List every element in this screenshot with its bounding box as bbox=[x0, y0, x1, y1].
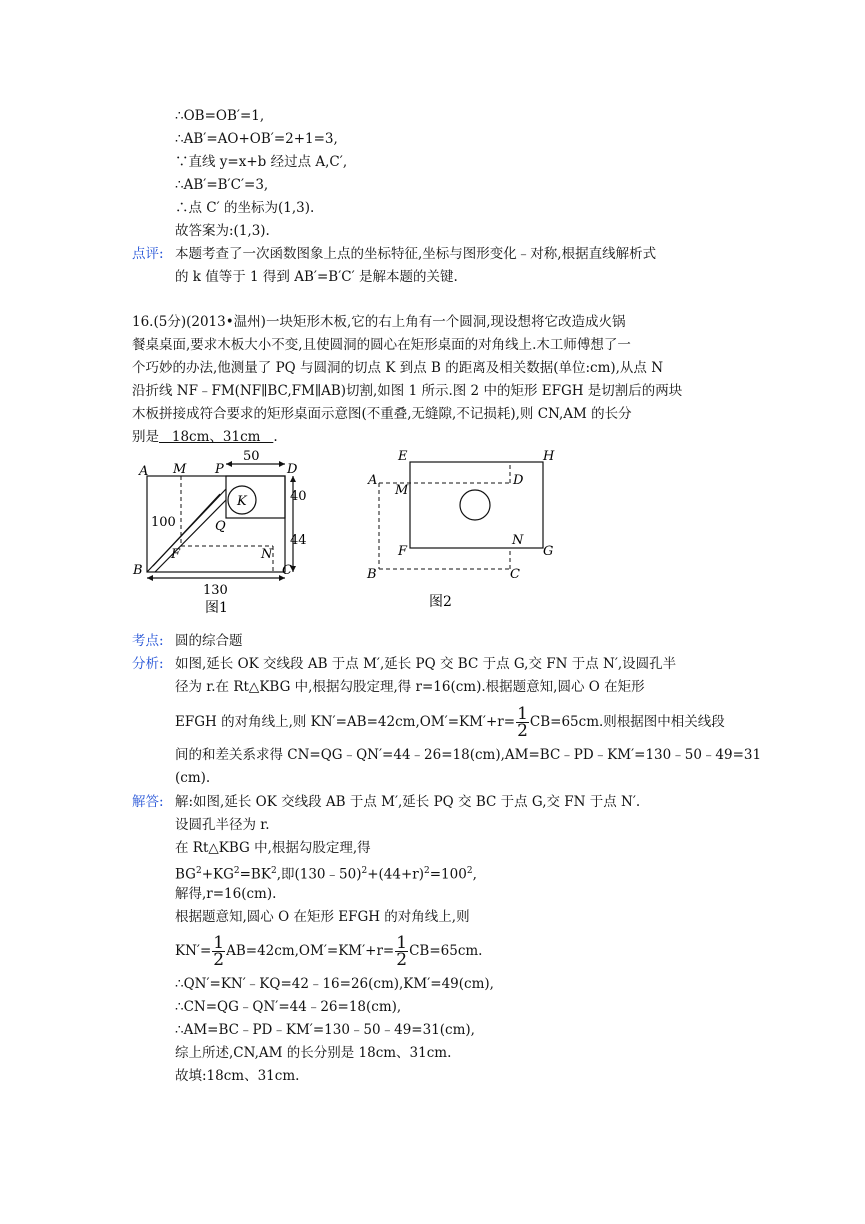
fenxi-text: (cm). bbox=[175, 770, 211, 786]
jieda-text: ∴CN=QG﹣QN′=44﹣26=18(cm), bbox=[175, 999, 402, 1015]
eq-part: ,即(130﹣50) bbox=[276, 866, 362, 883]
comment-text: 的 k 值等于 1 得到 AB′=B′C′ 是解本题的关键. bbox=[175, 269, 458, 285]
eq-part: CB=65cm. bbox=[409, 943, 483, 959]
fraction-half bbox=[395, 935, 408, 968]
fig1-label-k: K bbox=[237, 494, 247, 509]
comment-label: 点评: bbox=[132, 246, 164, 262]
fig1-label-b: B bbox=[133, 563, 143, 578]
solution-line: ∴OB=OB′=1, bbox=[175, 108, 265, 124]
jieda-text: 故填:18cm、31cm. bbox=[175, 1068, 300, 1084]
fenxi-label: 分析: bbox=[132, 656, 164, 672]
solution-line: 故答案为:(1,3). bbox=[175, 223, 270, 239]
fraction-numerator: 1 bbox=[213, 933, 225, 953]
fraction-denominator: 2 bbox=[396, 950, 408, 970]
exponent: 2 bbox=[270, 866, 277, 876]
fraction-numerator: 1 bbox=[396, 933, 408, 953]
fig1-label-n: N bbox=[261, 547, 273, 562]
eq-part: AB=42cm,OM′=KM′+r= bbox=[226, 943, 395, 959]
fig2-caption: 图2 bbox=[429, 594, 452, 610]
jieda-text: 解:如图,延长 OK 交线段 AB 于点 M′,延长 PQ 交 BC 于点 G,交 FN 于点 N′. bbox=[175, 794, 641, 810]
fig2-label-h: H bbox=[543, 449, 555, 464]
fenxi-text: 径为 r.在 Rt△KBG 中,根据勾股定理,得 r=16(cm).根据题意知,圆心 O 在矩形 bbox=[175, 679, 645, 695]
exponent: 2 bbox=[361, 866, 368, 876]
problem-suffix: . bbox=[273, 429, 278, 445]
exponent: 2 bbox=[195, 866, 202, 876]
fraction-half bbox=[212, 935, 225, 968]
kaodian-text: 圆的综合题 bbox=[175, 633, 243, 649]
jieda-text: 解得,r=16(cm). bbox=[175, 886, 277, 902]
exponent: 2 bbox=[466, 866, 473, 876]
fig1-dim-130: 130 bbox=[203, 583, 228, 598]
fig1-caption: 图1 bbox=[205, 600, 228, 616]
fraction-denominator: 2 bbox=[213, 950, 225, 970]
fenxi-text: 如图,延长 OK 交线段 AB 于点 M′,延长 PQ 交 BC 于点 G,交 FN 于点 N′,设圆孔半 bbox=[175, 656, 677, 672]
problem-line: 个巧妙的办法,他测量了 PQ 与圆洞的切点 K 到点 B 的距离及相关数据(单位:cm),从点 N bbox=[132, 360, 664, 376]
jieda-text: 在 Rt△KBG 中,根据勾股定理,得 bbox=[175, 840, 371, 856]
exponent: 2 bbox=[233, 866, 240, 876]
jieda-label: 解答: bbox=[132, 794, 164, 810]
fig2-label-m: M bbox=[395, 483, 409, 498]
fenxi-text: 间的和差关系求得 CN=QG﹣QN′=44﹣26=18(cm),AM=BC﹣PD﹣KM′=130﹣50﹣49=31 bbox=[175, 747, 762, 763]
jieda-text: ∴QN′=KN′﹣KQ=42﹣16=26(cm),KM′=49(cm), bbox=[175, 976, 494, 992]
fig1-dim-44: 44 bbox=[290, 533, 307, 548]
fenxi-text bbox=[175, 706, 725, 739]
eq-part: BG bbox=[175, 866, 196, 883]
figure-1 bbox=[125, 448, 320, 616]
problem-line: 木板拼接成符合要求的矩形桌面示意图(不重叠,无缝隙,不记损耗),则 CN,AM 的长分 bbox=[132, 406, 632, 422]
fig1-dim-50: 50 bbox=[243, 449, 260, 464]
fig2-label-a: A bbox=[368, 473, 378, 488]
jieda-text: 综上所述,CN,AM 的长分别是 18cm、31cm. bbox=[175, 1045, 452, 1061]
fig2-label-g: G bbox=[543, 544, 554, 559]
solution-line: ∴点 C′ 的坐标为(1,3). bbox=[175, 200, 315, 216]
fig2-label-d: D bbox=[513, 473, 524, 488]
problem-prefix: 别是 bbox=[132, 429, 159, 445]
jieda-text: ∴AM=BC﹣PD﹣KM′=130﹣50﹣49=31(cm), bbox=[175, 1022, 475, 1038]
figure-2 bbox=[362, 448, 562, 613]
jieda-text: 设圆孔半径为 r. bbox=[175, 817, 270, 833]
eq-part: =BK bbox=[239, 866, 271, 883]
exponent: 2 bbox=[424, 866, 430, 876]
eq-part: , bbox=[472, 866, 477, 883]
fig2-label-c: C bbox=[510, 567, 520, 582]
fig2-label-f: F bbox=[398, 544, 408, 559]
problem-line: 餐桌桌面,要求木板大小不变,且使圆洞的圆心在矩形桌面的对角线上.木工师傅想了一 bbox=[132, 337, 631, 353]
jieda-text bbox=[175, 861, 477, 885]
solution-line: ∴AB′=AO+OB′=2+1=3, bbox=[175, 131, 338, 147]
fig1-dim-40: 40 bbox=[290, 489, 307, 504]
fenxi-text-part: EFGH 的对角线上,则 KN′=AB=42cm,OM′=KM′+r= bbox=[175, 714, 516, 730]
fig1-label-q: Q bbox=[215, 519, 226, 534]
jieda-text: 根据题意知,圆心 O 在矩形 EFGH 的对角线上,则 bbox=[175, 909, 470, 925]
problem-line: 16.(5分)(2013•温州)一块矩形木板,它的右上角有一个圆洞,现设想将它改造成火锅 bbox=[132, 314, 626, 330]
fig1-label-p: P bbox=[215, 462, 224, 477]
fig1-label-a: A bbox=[139, 464, 149, 479]
fig2-label-n: N bbox=[512, 533, 524, 548]
problem-line: 沿折线 NF﹣FM(NF∥BC,FM∥AB)切割,如图 1 所示.图 2 中的矩形 EFGH 是切割后的两块 bbox=[132, 383, 683, 399]
eq-part: +KG bbox=[201, 866, 234, 883]
eq-part: KN′= bbox=[175, 943, 212, 959]
answer-blank: 18cm、31cm bbox=[159, 429, 274, 445]
problem-line-last bbox=[132, 427, 278, 447]
eq-part: +(44+r) bbox=[367, 866, 424, 883]
fig2-label-e: E bbox=[398, 449, 408, 464]
solution-line: ∴AB′=B′C′=3, bbox=[175, 177, 269, 193]
solution-line: ∵直线 y=x+b 经过点 A,C′, bbox=[175, 154, 348, 170]
fig1-label-f: F bbox=[171, 547, 181, 562]
fig1-label-c: C bbox=[282, 563, 292, 578]
eq-part: =100 bbox=[429, 866, 467, 883]
fig1-label-m: M bbox=[173, 462, 187, 477]
fraction-numerator: 1 bbox=[517, 704, 528, 724]
fig2-label-b: B bbox=[367, 567, 377, 582]
jieda-text bbox=[175, 935, 482, 968]
comment-text: 本题考查了一次函数图象上点的坐标特征,坐标与图形变化﹣对称,根据直线解析式 bbox=[175, 246, 657, 262]
fig1-label-d: D bbox=[287, 462, 298, 477]
fig1-dim-100: 100 bbox=[151, 515, 176, 530]
kaodian-label: 考点: bbox=[132, 633, 164, 649]
fraction-half bbox=[516, 706, 529, 739]
fenxi-text-part: CB=65cm.则根据图中相关线段 bbox=[529, 714, 725, 730]
fraction-denominator: 2 bbox=[517, 721, 528, 741]
